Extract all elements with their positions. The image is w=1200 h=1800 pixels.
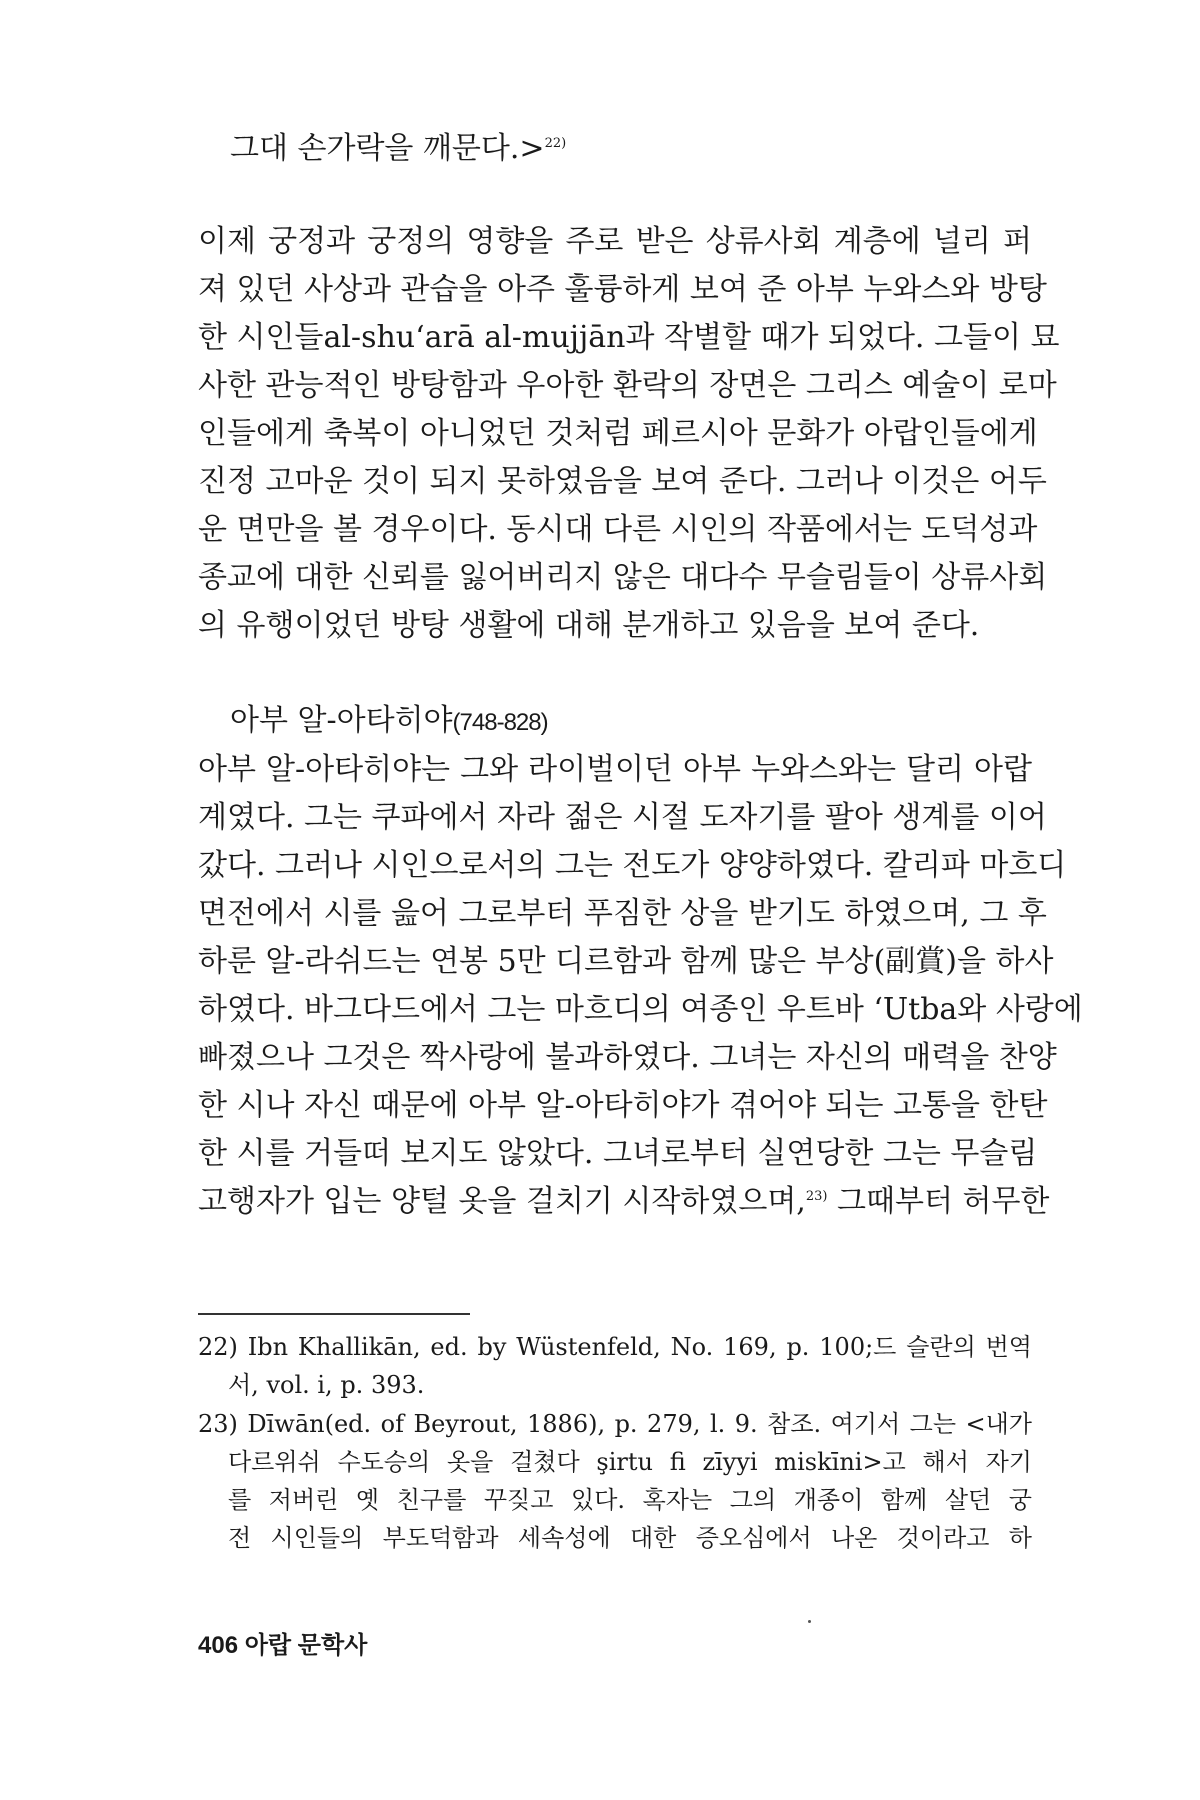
footnote-23-line: 23) Dīwān(ed. of Beyrout, 1886), p. 279, l. 9. 참조. 여기서 그는 <내가 [198, 1410, 1032, 1438]
heading-name: 아부 알-아타히야 [230, 703, 453, 738]
paragraph-2-line: 계였다. 그는 쿠파에서 자라 젊은 시절 도자기를 팔아 생계를 이어 [198, 800, 1047, 835]
footnote-23-line: 를 저버린 옛 친구를 꾸짖고 있다. 혹자는 그의 개종이 함께 살던 궁 [228, 1486, 1032, 1514]
footnote-divider [198, 1313, 470, 1315]
paragraph-1-line: 한 시인들al-shu‘arā al-mujjān과 작별할 때가 되었다. 그들이 묘 [198, 320, 1060, 355]
paragraph-2-line: 갔다. 그러나 시인으로서의 그는 전도가 양양하였다. 칼리파 마흐디 [198, 848, 1067, 883]
page-footer [198, 1631, 367, 1661]
footnote-23-line: 다르위쉬 수도승의 옷을 걸쳤다 şirtu fi zīyyi miskīni>고 해서 자기 [228, 1448, 1032, 1476]
heading-dates: (748-828) [452, 709, 548, 736]
paragraph-1-line: 이제 궁정과 궁정의 영향을 주로 받은 상류사회 계층에 널리 퍼 [198, 224, 1032, 259]
footnote-22-line: 서, vol. i, p. 393. [228, 1371, 425, 1399]
paragraph-2-line: 한 시나 자신 때문에 아부 알-아타히야가 겪어야 되는 고통을 한탄 [198, 1088, 1048, 1123]
page-number: 406 [198, 1632, 239, 1659]
footnote-23-line: 전 시인들의 부도덕함과 세속성에 대한 증오심에서 나온 것이라고 하 [228, 1524, 1032, 1552]
paragraph-2-last-text-end: 그때부터 허무한 [827, 1184, 1050, 1219]
paragraph-2-line: 면전에서 시를 읊어 그로부터 푸짐한 상을 받기도 하였으며, 그 후 [198, 896, 1047, 931]
paragraph-2-line: 아부 알-아타히야는 그와 라이벌이던 아부 누와스와는 달리 아랍 [198, 752, 1032, 787]
footnote-ref-22: 22) [544, 136, 567, 151]
paragraph-1-line: 인들에게 축복이 아니었던 것처럼 페르시아 문화가 아랍인들에게 [198, 416, 1038, 451]
paragraph-1-line: 의 유행이었던 방탕 생활에 대해 분개하고 있음을 보여 준다. [198, 608, 980, 643]
paragraph-1-line: 사한 관능적인 방탕함과 우아한 환락의 장면은 그리스 예술이 로마 [198, 368, 1057, 403]
paragraph-1-line: 종교에 대한 신뢰를 잃어버리지 않은 대다수 무슬림들이 상류사회 [198, 560, 1048, 595]
paragraph-1-line: 져 있던 사상과 관습을 아주 훌륭하게 보여 준 아부 누와스와 방탕 [198, 272, 1047, 307]
paragraph-2-line: 한 시를 거들떠 보지도 않았다. 그녀로부터 실연당한 그는 무슬림 [198, 1136, 1038, 1171]
paragraph-2-line: 하였다. 바그다드에서 그는 마흐디의 여종인 우트바 ‘Utba와 사랑에 [198, 992, 1083, 1027]
footnote-22-line: 22) Ibn Khallikān, ed. by Wüstenfeld, No. 169, p. 100;드 슬란의 번역 [198, 1333, 1032, 1361]
paragraph-1-line: 운 면만을 볼 경우이다. 동시대 다른 시인의 작품에서는 도덕성과 [198, 512, 1038, 547]
footnote-ref-23: 23) [805, 1189, 828, 1204]
paragraph-2-line [198, 1184, 1050, 1220]
scan-speck [808, 1620, 811, 1623]
quote-text: 그대 손가락을 깨문다.> [230, 131, 545, 166]
paragraph-1-line: 진정 고마운 것이 되지 못하였음을 보여 준다. 그러나 이것은 어두 [198, 464, 1047, 499]
paragraph-2-line: 하룬 알-라쉬드는 연봉 5만 디르함과 함께 많은 부상(副賞)을 하사 [198, 944, 1054, 979]
section-heading [230, 703, 548, 741]
quote-ending [230, 131, 566, 167]
paragraph-2-line: 빠졌으나 그것은 짝사랑에 불과하였다. 그녀는 자신의 매력을 찬양 [198, 1040, 1057, 1075]
paragraph-2-last-text: 고행자가 입는 양털 옷을 걸치기 시작하였으며, [198, 1184, 806, 1219]
running-title: 아랍 문학사 [244, 1632, 368, 1659]
